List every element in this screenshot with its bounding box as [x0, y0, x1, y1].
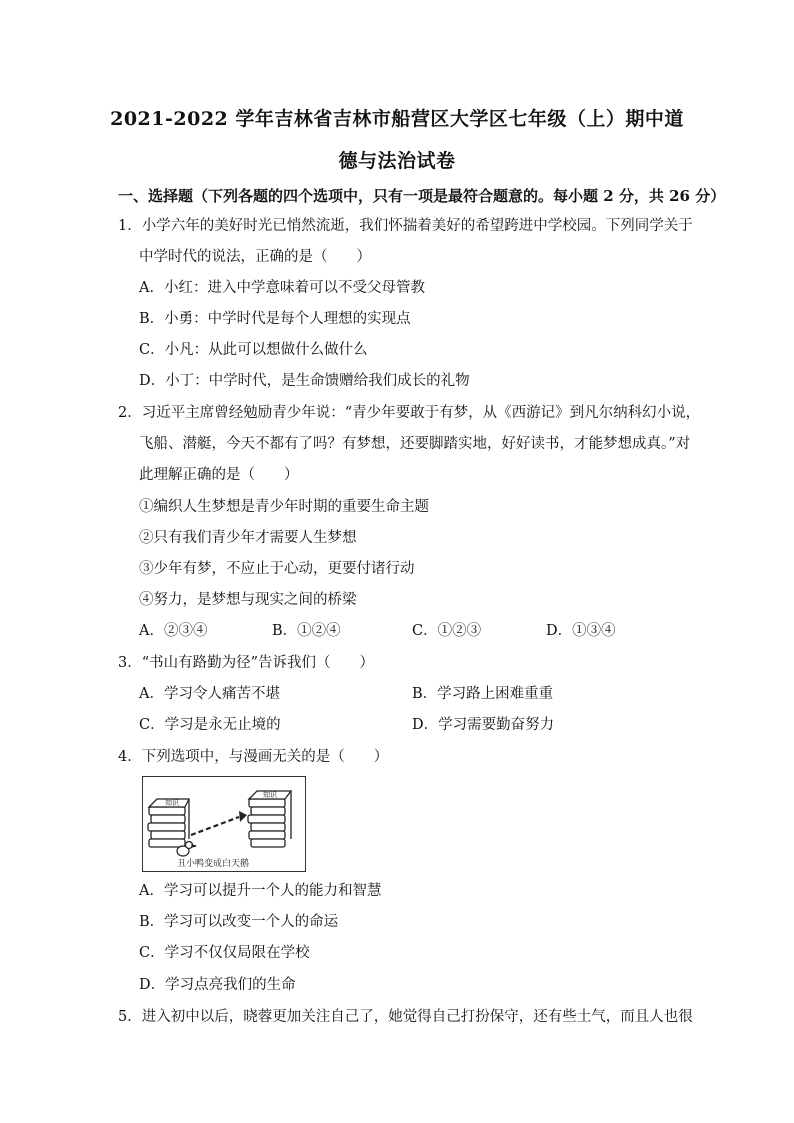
cartoon-caption: 丑小鸭变成白天鹅 — [177, 859, 250, 869]
q3-option-d: D．学习需要勤奋努力 — [412, 717, 555, 733]
q1-option-c: C．小凡：从此可以想做什么做什么 — [139, 342, 368, 358]
q2-stem-line-3: 此理解正确的是（ ） — [139, 467, 299, 483]
q3-stem: 3．“书山有路勤为径”告诉我们（ ） — [118, 655, 375, 671]
q2-option-d: D．①③④ — [546, 623, 616, 639]
q1-stem-line-1: 1．小学六年的美好时光已悄然流逝，我们怀揣着美好的希望跨进中学校园。下列同学关于 — [118, 218, 693, 234]
q2-option-a: A．②③④ — [139, 623, 208, 639]
right-book-label: 知识 — [263, 791, 277, 799]
q1-option-b: B．小勇：中学时代是每个人理想的实现点 — [139, 311, 411, 327]
q3-option-a: A．学习令人痛苦不堪 — [139, 686, 280, 702]
q1-stem-line-2: 中学时代的说法，正确的是（ ） — [139, 249, 371, 265]
q4-option-a: A．学习可以提升一个人的能力和智慧 — [139, 883, 382, 899]
q2-stem-line-1: 2．习近平主席曾经勉励青少年说：“青少年要敢于有梦，从《西游记》到凡尔纳科幻小说， — [118, 405, 701, 421]
section-heading: 一、选择题（下列各题的四个选项中，只有一项是最符合题意的。每小题 2 分，共 26 分） — [118, 187, 726, 205]
q4-option-d: D．学习点亮我们的生命 — [139, 977, 296, 993]
q1-option-d: D．小丁：中学时代，是生命馈赠给我们成长的礼物 — [139, 373, 470, 389]
q2-item-2: ②只有我们青少年才需要人生梦想 — [139, 530, 357, 546]
q2-stem-line-2: 飞船、潜艇，今天不都有了吗？有梦想，还要脚踏实地，好好读书，才能梦想成真。”对 — [139, 436, 691, 452]
arrow-icon — [191, 811, 247, 835]
q2-item-3: ③少年有梦，不应止于心动，更要付诸行动 — [139, 561, 415, 577]
left-book-label: 知识 — [165, 799, 179, 807]
q4-option-c: C．学习不仅仅局限在学校 — [139, 945, 310, 961]
q1-option-a: A．小红：进入中学意味着可以不受父母管教 — [139, 280, 425, 296]
q3-option-c: C．学习是永无止境的 — [139, 717, 281, 733]
q2-item-4: ④努力，是梦想与现实之间的桥梁 — [139, 592, 357, 608]
title-line-2: 德与法治试卷 — [338, 150, 456, 172]
q5-stem-line-1: 5．进入初中以后，晓蓉更加关注自己了，她觉得自己打扮保守，还有些土气，而且人也很 — [118, 1009, 693, 1025]
q2-option-c: C．①②③ — [412, 623, 482, 639]
title-line-1: 2021-2022 学年吉林省吉林市船营区大学区七年级（上）期中道 — [110, 108, 684, 130]
cartoon-image — [142, 776, 306, 872]
right-book-stack-icon — [248, 791, 291, 847]
q4-option-b: B．学习可以改变一个人的命运 — [139, 914, 339, 930]
q2-option-b: B．①②④ — [272, 623, 341, 639]
q2-item-1: ①编织人生梦想是青少年时期的重要生命主题 — [139, 499, 429, 515]
q4-stem: 4．下列选项中，与漫画无关的是（ ） — [118, 749, 389, 765]
q3-option-b: B．学习路上困难重重 — [412, 686, 554, 702]
